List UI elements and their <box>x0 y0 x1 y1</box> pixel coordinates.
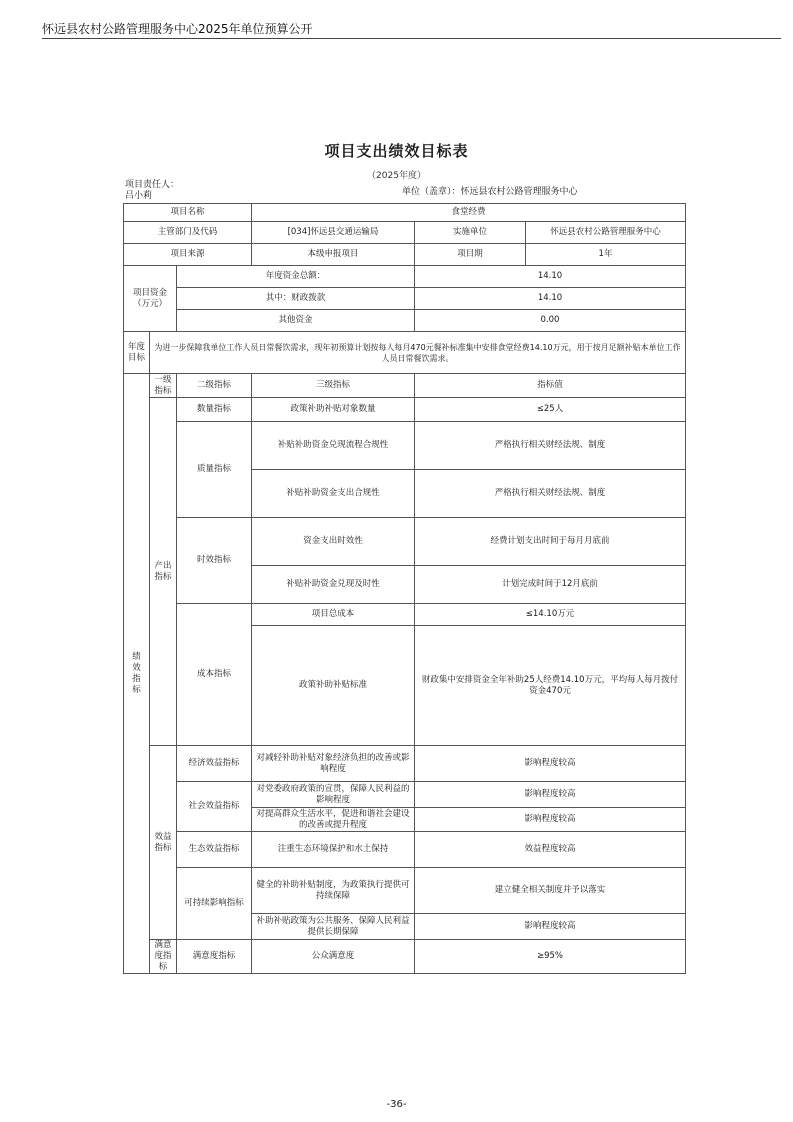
cost-value-1: ≤14.10万元 <box>415 604 686 626</box>
sustain-l3-2: 补助补贴政策为公共服务、保障人民利益提供长期保障 <box>252 914 415 940</box>
perf-label <box>124 374 150 974</box>
social-l3-1: 对党委政府政策的宣贯，保障人民利益的影响程度 <box>252 782 415 808</box>
row-funds-fiscal <box>124 288 686 310</box>
funds-fiscal-label: 其中：财政拨款 <box>177 288 415 310</box>
unit-stamp: 单位（盖章）：怀远县农村公路管理服务中心 <box>402 187 578 197</box>
impl-label: 实施单位 <box>415 222 526 244</box>
row-timeliness-1 <box>124 518 686 566</box>
eco-label: 生态效益指标 <box>177 832 252 868</box>
header-level2: 二级指标 <box>177 374 252 398</box>
quantity-value: ≤25人 <box>415 398 686 422</box>
row-eco <box>124 832 686 868</box>
cost-value-2: 财政集中安排资金全年补助25人经费14.10万元，平均每人每月拨付资金470元 <box>415 626 686 746</box>
funds-other-value: 0.00 <box>415 310 686 332</box>
sustain-value-2: 影响程度较高 <box>415 914 686 940</box>
cost-l3-1: 项目总成本 <box>252 604 415 626</box>
satisfaction-value: ≥95% <box>415 940 686 974</box>
timeliness-l3-1: 资金支出时效性 <box>252 518 415 566</box>
row-source <box>124 244 686 266</box>
source-label: 项目来源 <box>124 244 252 266</box>
satisfaction-level1-text: 满意 度指 标 <box>154 940 172 972</box>
funds-label <box>124 266 177 332</box>
quality-value-1: 严格执行相关财经法规、制度 <box>415 422 686 470</box>
social-value-2: 影响程度较高 <box>415 808 686 832</box>
funds-fiscal-value: 14.10 <box>415 288 686 310</box>
quality-value-2: 严格执行相关财经法规、制度 <box>415 470 686 518</box>
economic-value: 影响程度较高 <box>415 746 686 782</box>
eco-value: 效益程度较高 <box>415 832 686 868</box>
timeliness-value-2: 计划完成时间于12月底前 <box>415 566 686 604</box>
dept-label: 主管部门及代码 <box>124 222 252 244</box>
sustain-l3-1: 健全的补助补贴制度，为政策执行提供可持续保障 <box>252 868 415 914</box>
document-title: 项目支出绩效目标表 <box>324 142 469 160</box>
quality-label: 质量指标 <box>177 422 252 518</box>
funds-other-label: 其他资金 <box>177 310 415 332</box>
header-value: 指标值 <box>415 374 686 398</box>
period-value: 1年 <box>526 244 686 266</box>
eco-l3: 注重生态环境保护和水土保持 <box>252 832 415 868</box>
row-economic <box>124 746 686 782</box>
row-sustain-1 <box>124 868 686 914</box>
satisfaction-l3: 公众满意度 <box>252 940 415 974</box>
project-name-label: 项目名称 <box>124 204 252 222</box>
row-annual-goal <box>124 332 686 374</box>
document-year: （2025年度） <box>367 171 426 181</box>
quantity-l3: 政策补助补贴对象数量 <box>252 398 415 422</box>
row-social-1 <box>124 782 686 808</box>
output-label-text: 产出 指标 <box>154 560 172 582</box>
benefit-label-text: 效益 指标 <box>154 831 172 853</box>
goal-label-text: 年度 目标 <box>127 341 145 363</box>
header-level3: 三级指标 <box>252 374 415 398</box>
impl-value: 怀远县农村公路管理服务中心 <box>526 222 686 244</box>
cost-label: 成本指标 <box>177 604 252 746</box>
row-funds-other <box>124 310 686 332</box>
row-quality-1 <box>124 422 686 470</box>
row-funds-total <box>124 266 686 288</box>
source-value: 本级申报项目 <box>252 244 415 266</box>
timeliness-l3-2: 补贴补助资金兑现及时性 <box>252 566 415 604</box>
header-divider <box>42 38 781 39</box>
page-number: -36- <box>386 1099 407 1110</box>
project-name-value: 食堂经费 <box>252 204 686 222</box>
funds-total-label: 年度资金总额： <box>177 266 415 288</box>
header-level1-text: 一级 指标 <box>154 374 172 396</box>
timeliness-label: 时效指标 <box>177 518 252 604</box>
quality-l3-2: 补贴补助资金支出合规性 <box>252 470 415 518</box>
row-cost-1 <box>124 604 686 626</box>
cost-l3-2: 政策补助补贴标准 <box>252 626 415 746</box>
performance-table <box>123 203 686 974</box>
project-responsible: 项目责任人：吕小莉 <box>125 180 180 201</box>
funds-label-text: 项目资金 （万元） <box>132 287 167 309</box>
social-l3-2: 对提高群众生活水平，促进和谐社会建设的改善或提升程度 <box>252 808 415 832</box>
dept-value: [034]怀远县交通运输局 <box>252 222 415 244</box>
sustain-value-1: 建立健全相关制度并予以落实 <box>415 868 686 914</box>
row-department <box>124 222 686 244</box>
satisfaction-label: 满意度指标 <box>177 940 252 974</box>
economic-label: 经济效益指标 <box>177 746 252 782</box>
header-title: 怀远县农村公路管理服务中心2025年单位预算公开 <box>42 22 313 36</box>
satisfaction-level1 <box>150 940 177 974</box>
benefit-label <box>150 746 177 940</box>
goal-text: 为进一步保障我单位工作人员日常餐饮需求，现年初预算计划按每人每月470元餐补标准集中安排食堂经费14.10万元，用于按月足额补贴本单位工作人员日常餐饮需求。 <box>150 332 686 374</box>
quality-l3-1: 补贴补助资金兑现流程合规性 <box>252 422 415 470</box>
period-label: 项目期 <box>415 244 526 266</box>
row-quantity <box>124 398 686 422</box>
perf-label-text: 绩 效 指 标 <box>132 651 141 695</box>
sustain-label: 可持续影响指标 <box>177 868 252 940</box>
goal-label <box>124 332 150 374</box>
row-satisfaction <box>124 940 686 974</box>
timeliness-value-1: 经费计划支出时间于每月月底前 <box>415 518 686 566</box>
social-value-1: 影响程度较高 <box>415 782 686 808</box>
quantity-label: 数量指标 <box>177 398 252 422</box>
output-label <box>150 398 177 746</box>
row-perf-header <box>124 374 686 398</box>
header-level1 <box>150 374 177 398</box>
funds-total-value: 14.10 <box>415 266 686 288</box>
economic-l3: 对减轻补助补贴对象经济负担的改善或影响程度 <box>252 746 415 782</box>
social-label: 社会效益指标 <box>177 782 252 832</box>
row-project-name <box>124 204 686 222</box>
